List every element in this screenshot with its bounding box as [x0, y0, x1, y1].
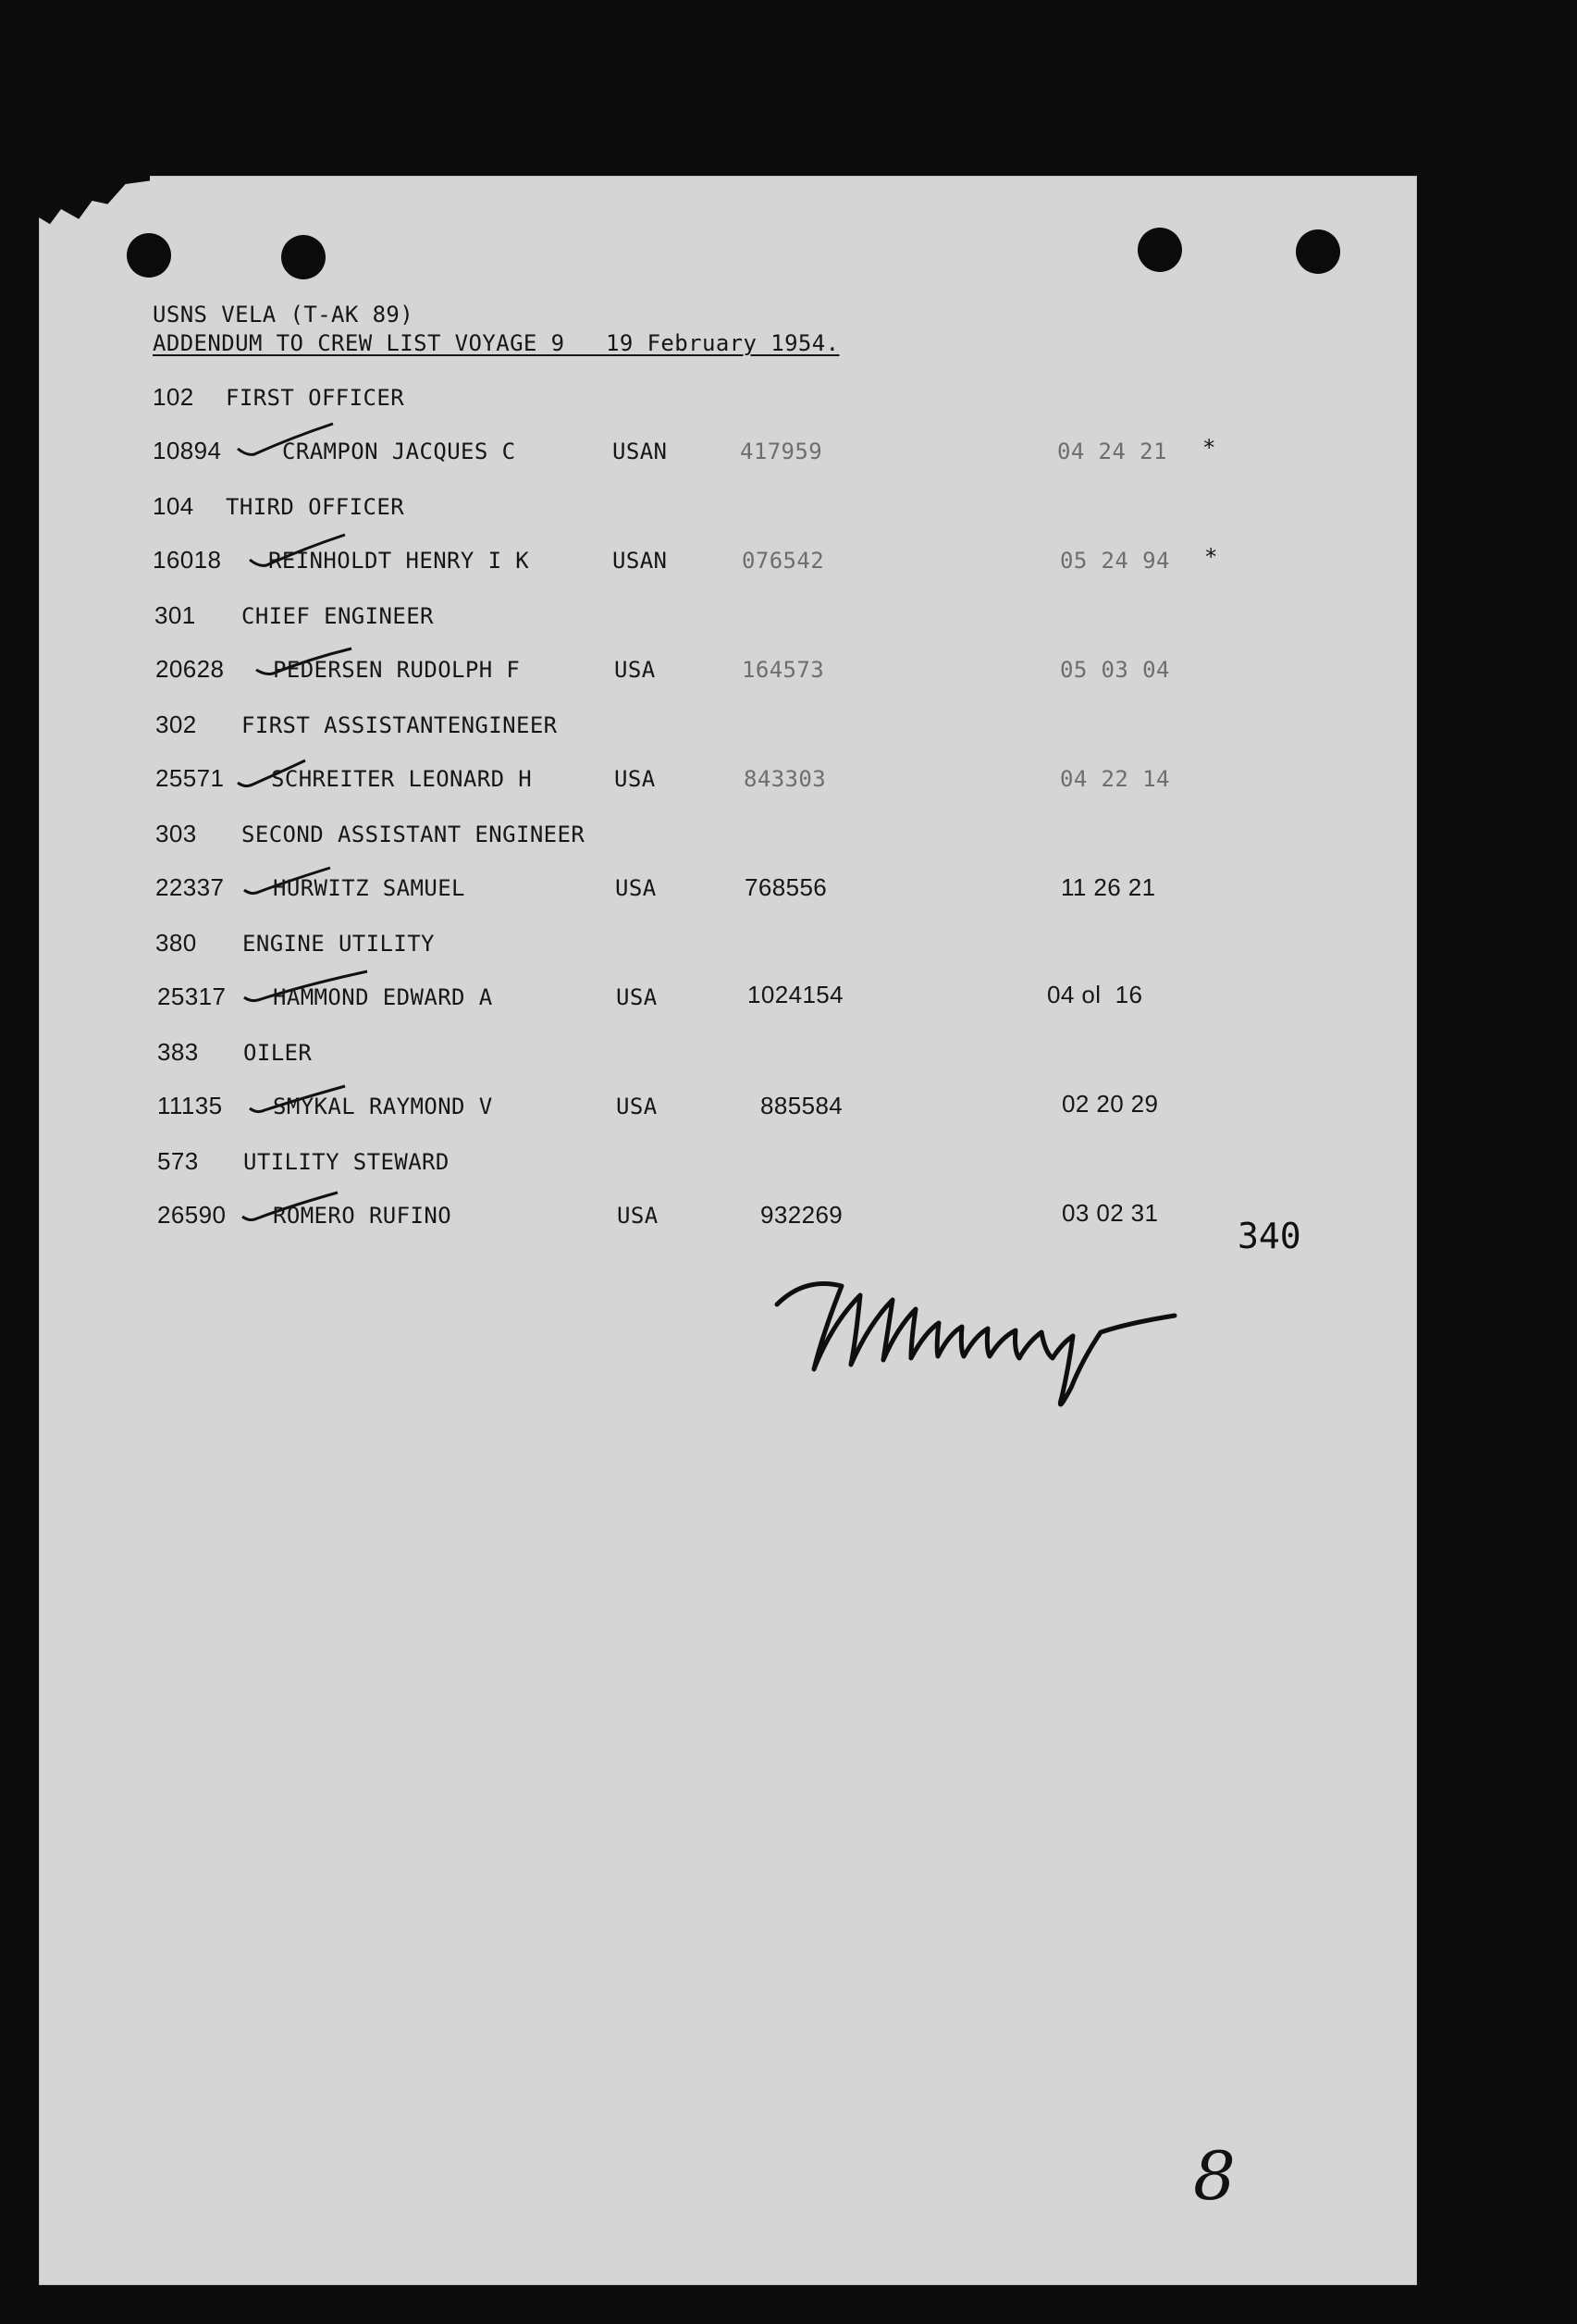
document-page	[39, 176, 1417, 2285]
crew-nationality: USA	[616, 1094, 658, 1119]
crew-date: 03 02 31	[1062, 1199, 1159, 1227]
ship-title: USNS VELA (T-AK 89)	[153, 302, 414, 328]
crew-id: 16018	[153, 546, 222, 574]
crew-date: 04 24 21	[1057, 439, 1167, 464]
position-code: 102	[153, 383, 194, 411]
crew-number: 417959	[740, 439, 823, 464]
position-title: UTILITY STEWARD	[243, 1149, 450, 1175]
crew-nationality: USAN	[612, 548, 668, 574]
crew-name: SMYKAL RAYMOND V	[273, 1094, 493, 1119]
crew-nationality: USA	[615, 875, 657, 901]
crew-date: 05 24 94	[1060, 548, 1170, 574]
crew-id: 25317	[157, 983, 227, 1010]
crew-date: 11 26 21	[1061, 873, 1156, 901]
position-code: 383	[157, 1038, 199, 1066]
crew-date: 04 22 14	[1060, 766, 1170, 792]
crew-date: 04 ol 16	[1047, 981, 1143, 1008]
position-title: THIRD OFFICER	[226, 494, 405, 520]
crew-nationality: USA	[614, 657, 656, 683]
punch-hole	[1296, 229, 1340, 274]
crew-name: REINHOLDT HENRY I K	[268, 548, 530, 574]
crew-name: ROMERO RUFINO	[273, 1203, 452, 1229]
crew-nationality: USA	[614, 766, 656, 792]
crew-name: CRAMPON JACQUES C	[282, 439, 516, 464]
crew-id: 11135	[157, 1092, 223, 1119]
position-code: 302	[155, 711, 197, 738]
crew-number: 768556	[745, 873, 828, 901]
asterisk-mark: *	[1204, 544, 1218, 570]
crew-nationality: USAN	[612, 439, 668, 464]
crew-number: 843303	[744, 766, 827, 792]
position-title: OILER	[243, 1040, 313, 1066]
crew-date: 05 03 04	[1060, 657, 1170, 683]
crew-name: SCHREITER LEONARD H	[271, 766, 533, 792]
position-code: 380	[155, 929, 197, 957]
position-title: CHIEF ENGINEER	[241, 603, 434, 629]
asterisk-mark: *	[1202, 435, 1216, 461]
position-title: SECOND ASSISTANT ENGINEER	[241, 822, 585, 847]
crew-name: HURWITZ SAMUEL	[273, 875, 465, 901]
crew-nationality: USA	[616, 984, 658, 1010]
crew-number: 076542	[742, 548, 825, 574]
punch-hole	[281, 235, 326, 279]
position-code: 104	[153, 492, 194, 520]
position-title: FIRST OFFICER	[226, 385, 405, 411]
position-code: 301	[154, 601, 196, 629]
crew-date: 02 20 29	[1062, 1090, 1159, 1118]
punch-hole	[1138, 228, 1182, 272]
crew-id: 10894	[153, 437, 222, 464]
crew-name: HAMMOND EDWARD A	[273, 984, 493, 1010]
crew-number: 164573	[742, 657, 825, 683]
crew-nationality: USA	[617, 1203, 659, 1229]
handwritten-signature	[768, 1267, 1184, 1425]
crew-id: 20628	[155, 655, 225, 683]
position-title: FIRST ASSISTANTENGINEER	[241, 712, 558, 738]
page-number: 340	[1238, 1216, 1301, 1256]
document-subtitle: ADDENDUM TO CREW LIST VOYAGE 9 19 February 1954.	[153, 330, 840, 356]
handwritten-mark: 8	[1193, 2137, 1237, 2215]
crew-id: 26590	[157, 1201, 227, 1229]
punch-hole	[127, 233, 171, 278]
crew-id: 22337	[155, 873, 225, 901]
position-title: ENGINE UTILITY	[242, 931, 435, 957]
crew-number: 885584	[760, 1092, 844, 1119]
position-code: 303	[155, 820, 197, 847]
position-code: 573	[157, 1147, 199, 1175]
crew-number: 1024154	[747, 981, 844, 1008]
crew-id: 25571	[155, 764, 225, 792]
crew-number: 932269	[760, 1201, 844, 1229]
crew-name: PEDERSEN RUDOLPH F	[273, 657, 521, 683]
